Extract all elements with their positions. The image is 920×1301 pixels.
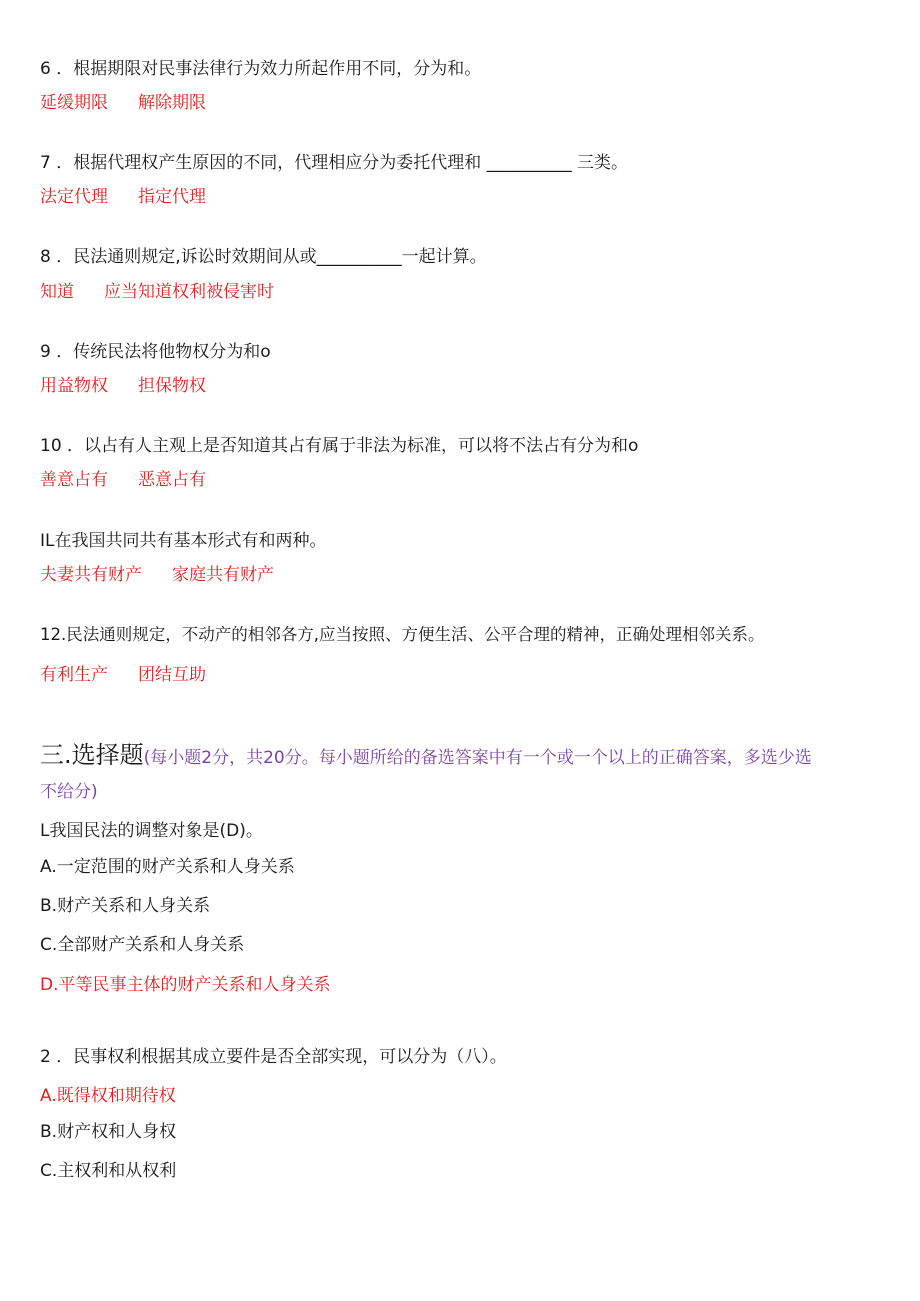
question-10: 10 ．以占有人主观上是否知道其占有属于非法为标准，可以将不法占有分为和o <box>40 436 639 456</box>
answer-7-part1: 法定代理 <box>40 187 108 207</box>
answer-8-part2: 应当知道权利被侵害时 <box>104 282 274 302</box>
answer-8-part1: 知道 <box>40 282 74 302</box>
answer-9-part1: 用益物权 <box>40 376 108 396</box>
answer-11 <box>40 563 274 587</box>
question-7: 7 ．根据代理权产生原因的不同，代理相应分为委托代理和 __________ 三类。 <box>40 153 629 173</box>
answer-6 <box>40 91 206 115</box>
answer-12-part1: 有利生产 <box>40 665 108 685</box>
answer-7 <box>40 185 206 209</box>
choice-2-option-b: B.财产权和人身权 <box>40 1122 177 1142</box>
section-heading <box>40 740 812 773</box>
choice-1-option-b: B.财产关系和人身关系 <box>40 896 211 916</box>
choice-1-option-a: A.一定范围的财产关系和人身关系 <box>40 857 295 877</box>
answer-9-part2: 担保物权 <box>138 376 206 396</box>
section-note: (每小题2分，共20分。每小题所给的备选答案中有一个或一个以上的正确答案，多选少选 <box>143 748 812 768</box>
answer-6-part1: 延缓期限 <box>40 93 108 113</box>
answer-8 <box>40 280 274 304</box>
answer-6-part2: 解除期限 <box>138 93 206 113</box>
answer-7-part2: 指定代理 <box>138 187 206 207</box>
section-title: 三.选择题 <box>40 741 144 769</box>
choice-question-2: 2 ．民事权利根据其成立要件是否全部实现，可以分为（八）。 <box>40 1047 507 1067</box>
choice-2-option-c: C.主权利和从权利 <box>40 1161 177 1181</box>
answer-10-part1: 善意占有 <box>40 470 108 490</box>
choice-question-1: L我国民法的调整对象是(D)。 <box>40 821 263 841</box>
question-9: 9 ．传统民法将他物权分为和o <box>40 342 271 362</box>
choice-2-option-a: A.既得权和期待权 <box>40 1086 176 1106</box>
answer-12-part2: 团结互助 <box>138 665 206 685</box>
choice-1-option-d: D.平等民事主体的财产关系和人身关系 <box>40 975 331 995</box>
answer-10-part2: 恶意占有 <box>138 470 206 490</box>
answer-9 <box>40 374 206 398</box>
choice-1-option-c: C.全部财产关系和人身关系 <box>40 935 245 955</box>
answer-10 <box>40 468 206 492</box>
question-11: IL在我国共同共有基本形式有和两种。 <box>40 531 327 551</box>
answer-11-part2: 家庭共有财产 <box>172 565 274 585</box>
section-note-continued: 不给分) <box>40 782 98 802</box>
answer-12 <box>40 663 206 687</box>
question-6: 6 ．根据期限对民事法律行为效力所起作用不同，分为和。 <box>40 59 482 79</box>
question-12: 12.民法通则规定，不动产的相邻各方,应当按照、方便生活、公平合理的精神，正确处理相邻关系。 <box>40 625 765 644</box>
answer-11-part1: 夫妻共有财产 <box>40 565 142 585</box>
question-8: 8 ．民法通则规定,诉讼时效期间从或__________一起计算。 <box>40 247 487 267</box>
